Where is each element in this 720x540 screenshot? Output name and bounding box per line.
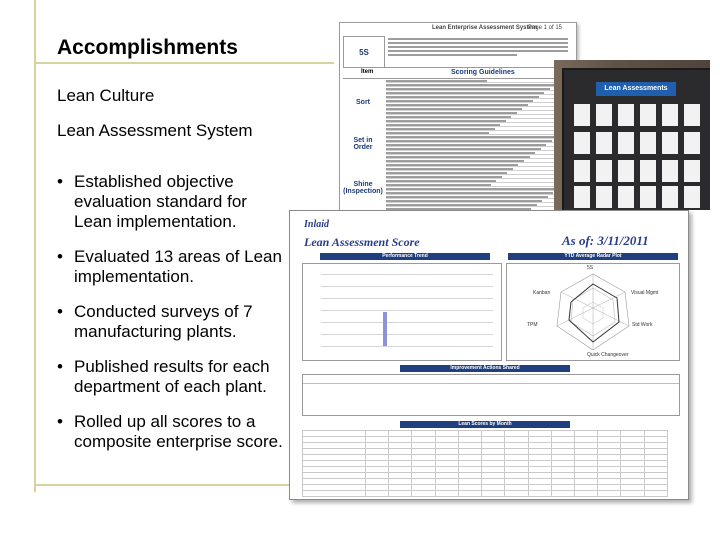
improvement-actions-table: [302, 374, 680, 416]
board-sheet: [618, 132, 634, 154]
radar-label: 5S: [587, 265, 594, 271]
board-sheet: [574, 104, 590, 126]
radar-header: YTD Average Radar Plot: [508, 253, 678, 260]
radar-label: Quick Changeover: [587, 352, 629, 358]
board-sheet: [662, 160, 678, 182]
bullet-list: [57, 172, 289, 467]
board-sheet: [596, 160, 612, 182]
bullet-glyph: •: [57, 247, 63, 266]
table-cell: [412, 491, 435, 497]
board-sheet: [640, 104, 656, 126]
radar-label: Std Work: [632, 322, 653, 328]
board-sheet: [640, 186, 656, 208]
sheet-rows: [386, 79, 570, 215]
lean-scores-header: Lean Scores by Month: [400, 421, 570, 428]
board-sheet: [684, 132, 700, 154]
board-sheet: [574, 186, 590, 208]
slide-title: Accomplishments: [57, 36, 238, 59]
section-sort-label: Sort: [356, 99, 370, 106]
bullet-glyph: •: [57, 302, 63, 321]
radar-label: Kanban: [533, 290, 551, 296]
bullet-glyph: •: [57, 357, 63, 376]
bullet-item: [57, 172, 289, 232]
bullet-glyph: •: [57, 172, 63, 191]
intro-text-block: [386, 36, 570, 66]
board-sheet: [684, 160, 700, 182]
trend-bar: [383, 312, 387, 346]
frame-vertical-line: [34, 0, 36, 492]
board-sheet: [618, 104, 634, 126]
section-set-in-order-label: Set in Order: [353, 137, 373, 151]
assessment-score-report: [289, 210, 689, 500]
bullet-text: Established objective evaluation standard for Lean implementation.: [74, 172, 247, 231]
bullet-item: [57, 357, 289, 397]
board-sheet: [618, 160, 634, 182]
board-sheet: [596, 132, 612, 154]
report-title: Lean Assessment Score: [304, 235, 420, 249]
improvement-actions-header: Improvement Actions Shared: [400, 365, 570, 372]
table-cell: [366, 491, 389, 497]
board-sheet: [684, 186, 700, 208]
table-cell: [551, 491, 574, 497]
board-sheet: [574, 160, 590, 182]
bullet-text: Conducted surveys of 7 manufacturing plants.: [74, 302, 253, 341]
table-cell: [389, 491, 412, 497]
bullet-item: [57, 247, 289, 287]
subtitle-lean-assessment-system: Lean Assessment System: [57, 121, 253, 140]
sheet-page-number: Page 1 of 15: [527, 25, 562, 31]
table-cell: [482, 491, 505, 497]
table-cell: [528, 491, 551, 497]
section-shine-label: Shine (Inspection): [343, 181, 383, 195]
sheet-column-header: [343, 67, 572, 79]
board-sheet: [596, 104, 612, 126]
board-sheet: [684, 104, 700, 126]
sheet-header: [340, 23, 576, 35]
report-date: As of: 3/11/2011: [562, 233, 649, 248]
performance-trend-chart: [302, 263, 502, 361]
board-sheet: [596, 186, 612, 208]
radar-plot: [506, 263, 680, 361]
table-cell: [505, 491, 528, 497]
board-panel: [562, 68, 710, 210]
table-cell: [574, 491, 597, 497]
lean-scores-table: [302, 430, 668, 497]
table-cell: [621, 491, 644, 497]
report-brand: Inlaid: [304, 219, 330, 230]
bullet-item: [57, 412, 289, 452]
column-scoring-guidelines: Scoring Guidelines: [451, 69, 515, 76]
board-sheet: [618, 186, 634, 208]
bullet-item: [57, 302, 289, 342]
frame-horizontal-line: [34, 62, 334, 64]
table-cell: [458, 491, 481, 497]
section-5s-label: 5S: [343, 36, 385, 68]
bullet-text: Published results for each department of each plant.: [74, 357, 270, 396]
board-sheet: [662, 132, 678, 154]
board-sheet: [662, 186, 678, 208]
board-title: Lean Assessments: [596, 82, 676, 96]
board-sheet: [574, 132, 590, 154]
board-sheet: [640, 132, 656, 154]
table-cell: [598, 491, 621, 497]
bullet-text: Rolled up all scores to a composite enterprise score.: [74, 412, 283, 451]
subtitle-lean-culture: Lean Culture: [57, 86, 155, 105]
board-sheet: [662, 104, 678, 126]
sheet-header-title: Lean Enterprise Assessment System: [432, 25, 538, 31]
assessment-board-photo: [554, 60, 710, 210]
table-row: [303, 491, 668, 497]
table-cell: [303, 491, 366, 497]
bullet-text: Evaluated 13 areas of Lean implementation.: [74, 247, 282, 286]
table-cell: [644, 491, 667, 497]
bullet-glyph: •: [57, 412, 63, 431]
performance-trend-header: Performance Trend: [320, 253, 490, 260]
table-cell: [435, 491, 458, 497]
board-sheet: [640, 160, 656, 182]
scoring-sheet-image: [339, 22, 577, 219]
radar-label: Visual Mgmt: [631, 290, 659, 296]
radar-svg: [507, 264, 679, 360]
radar-label: TPM: [527, 322, 538, 328]
column-item: Item: [361, 69, 374, 75]
